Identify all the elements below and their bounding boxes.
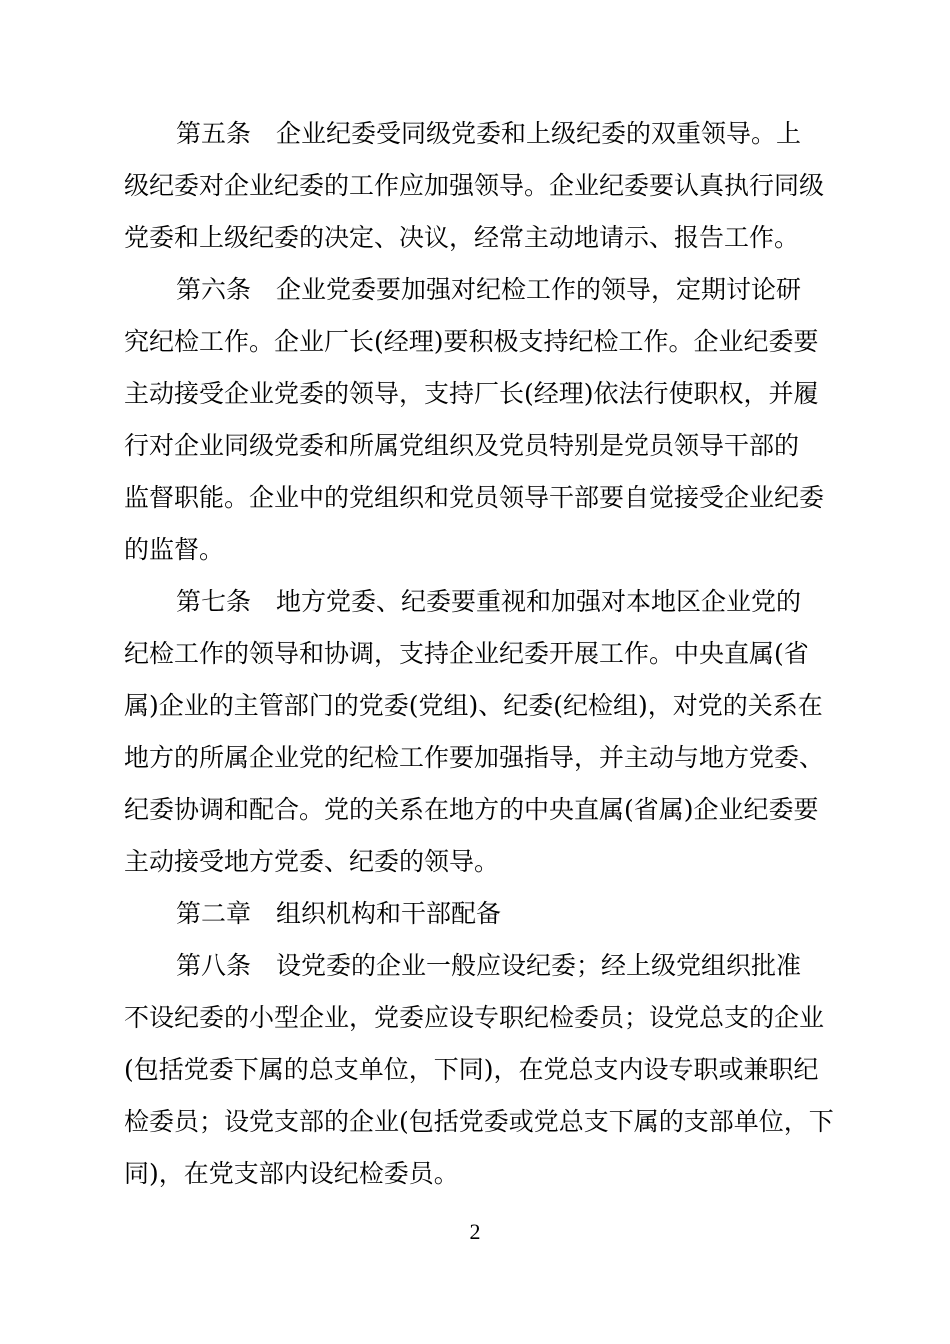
article-8-line-2: 不设纪委的小型企业，党委应设专职纪检委员；设党总支的企业 xyxy=(124,1003,825,1032)
article-8-line-3: (包括党委下属的总支单位，下同)，在党总支内设专职或兼职纪 xyxy=(124,1055,819,1084)
article-8-line-4: 检委员；设党支部的企业(包括党委或党总支下属的支部单位，下 xyxy=(124,1107,834,1136)
article-6-line-5: 监督职能。企业中的党组织和党员领导干部要自觉接受企业纪委 xyxy=(124,483,825,512)
article-5-line-3: 党委和上级纪委的决定、决议，经常主动地请示、报告工作。 xyxy=(124,223,800,252)
article-6-line-3: 主动接受企业党委的领导，支持厂长(经理)依法行使职权，并履 xyxy=(124,379,819,408)
article-6-line-2: 究纪检工作。企业厂长(经理)要积极支持纪检工作。企业纪委要 xyxy=(124,327,819,356)
article-7-line-5: 纪委协调和配合。党的关系在地方的中央直属(省属)企业纪委要 xyxy=(124,795,819,824)
article-8-line-5: 同)，在党支部内设纪检委员。 xyxy=(124,1159,459,1188)
article-7-line-3: 属)企业的主管部门的党委(党组)、纪委(纪检组)，对党的关系在 xyxy=(124,691,823,720)
article-7-line-6: 主动接受地方党委、纪委的领导。 xyxy=(124,847,500,876)
article-6-line-6: 的监督。 xyxy=(124,535,225,564)
article-7-line-1: 第七条 地方党委、纪委要重视和加强对本地区企业党的 xyxy=(176,587,802,616)
article-7-line-2: 纪检工作的领导和协调，支持企业纪委开展工作。中央直属(省 xyxy=(124,639,809,668)
article-6-line-1: 第六条 企业党委要加强对纪检工作的领导，定期讨论研 xyxy=(176,275,802,304)
page-number: 2 xyxy=(469,1219,481,1244)
article-8-line-1: 第八条 设党委的企业一般应设纪委；经上级党组织批准 xyxy=(176,951,802,980)
article-5-line-2: 级纪委对企业纪委的工作应加强领导。企业纪委要认真执行同级 xyxy=(124,171,825,200)
article-5-line-1: 第五条 企业纪委受同级党委和上级纪委的双重领导。上 xyxy=(176,119,802,148)
article-6-line-4: 行对企业同级党委和所属党组织及党员特别是党员领导干部的 xyxy=(124,431,800,460)
chapter-2-heading: 第二章 组织机构和干部配备 xyxy=(176,899,502,928)
article-7-line-4: 地方的所属企业党的纪检工作要加强指导，并主动与地方党委、 xyxy=(124,743,825,772)
